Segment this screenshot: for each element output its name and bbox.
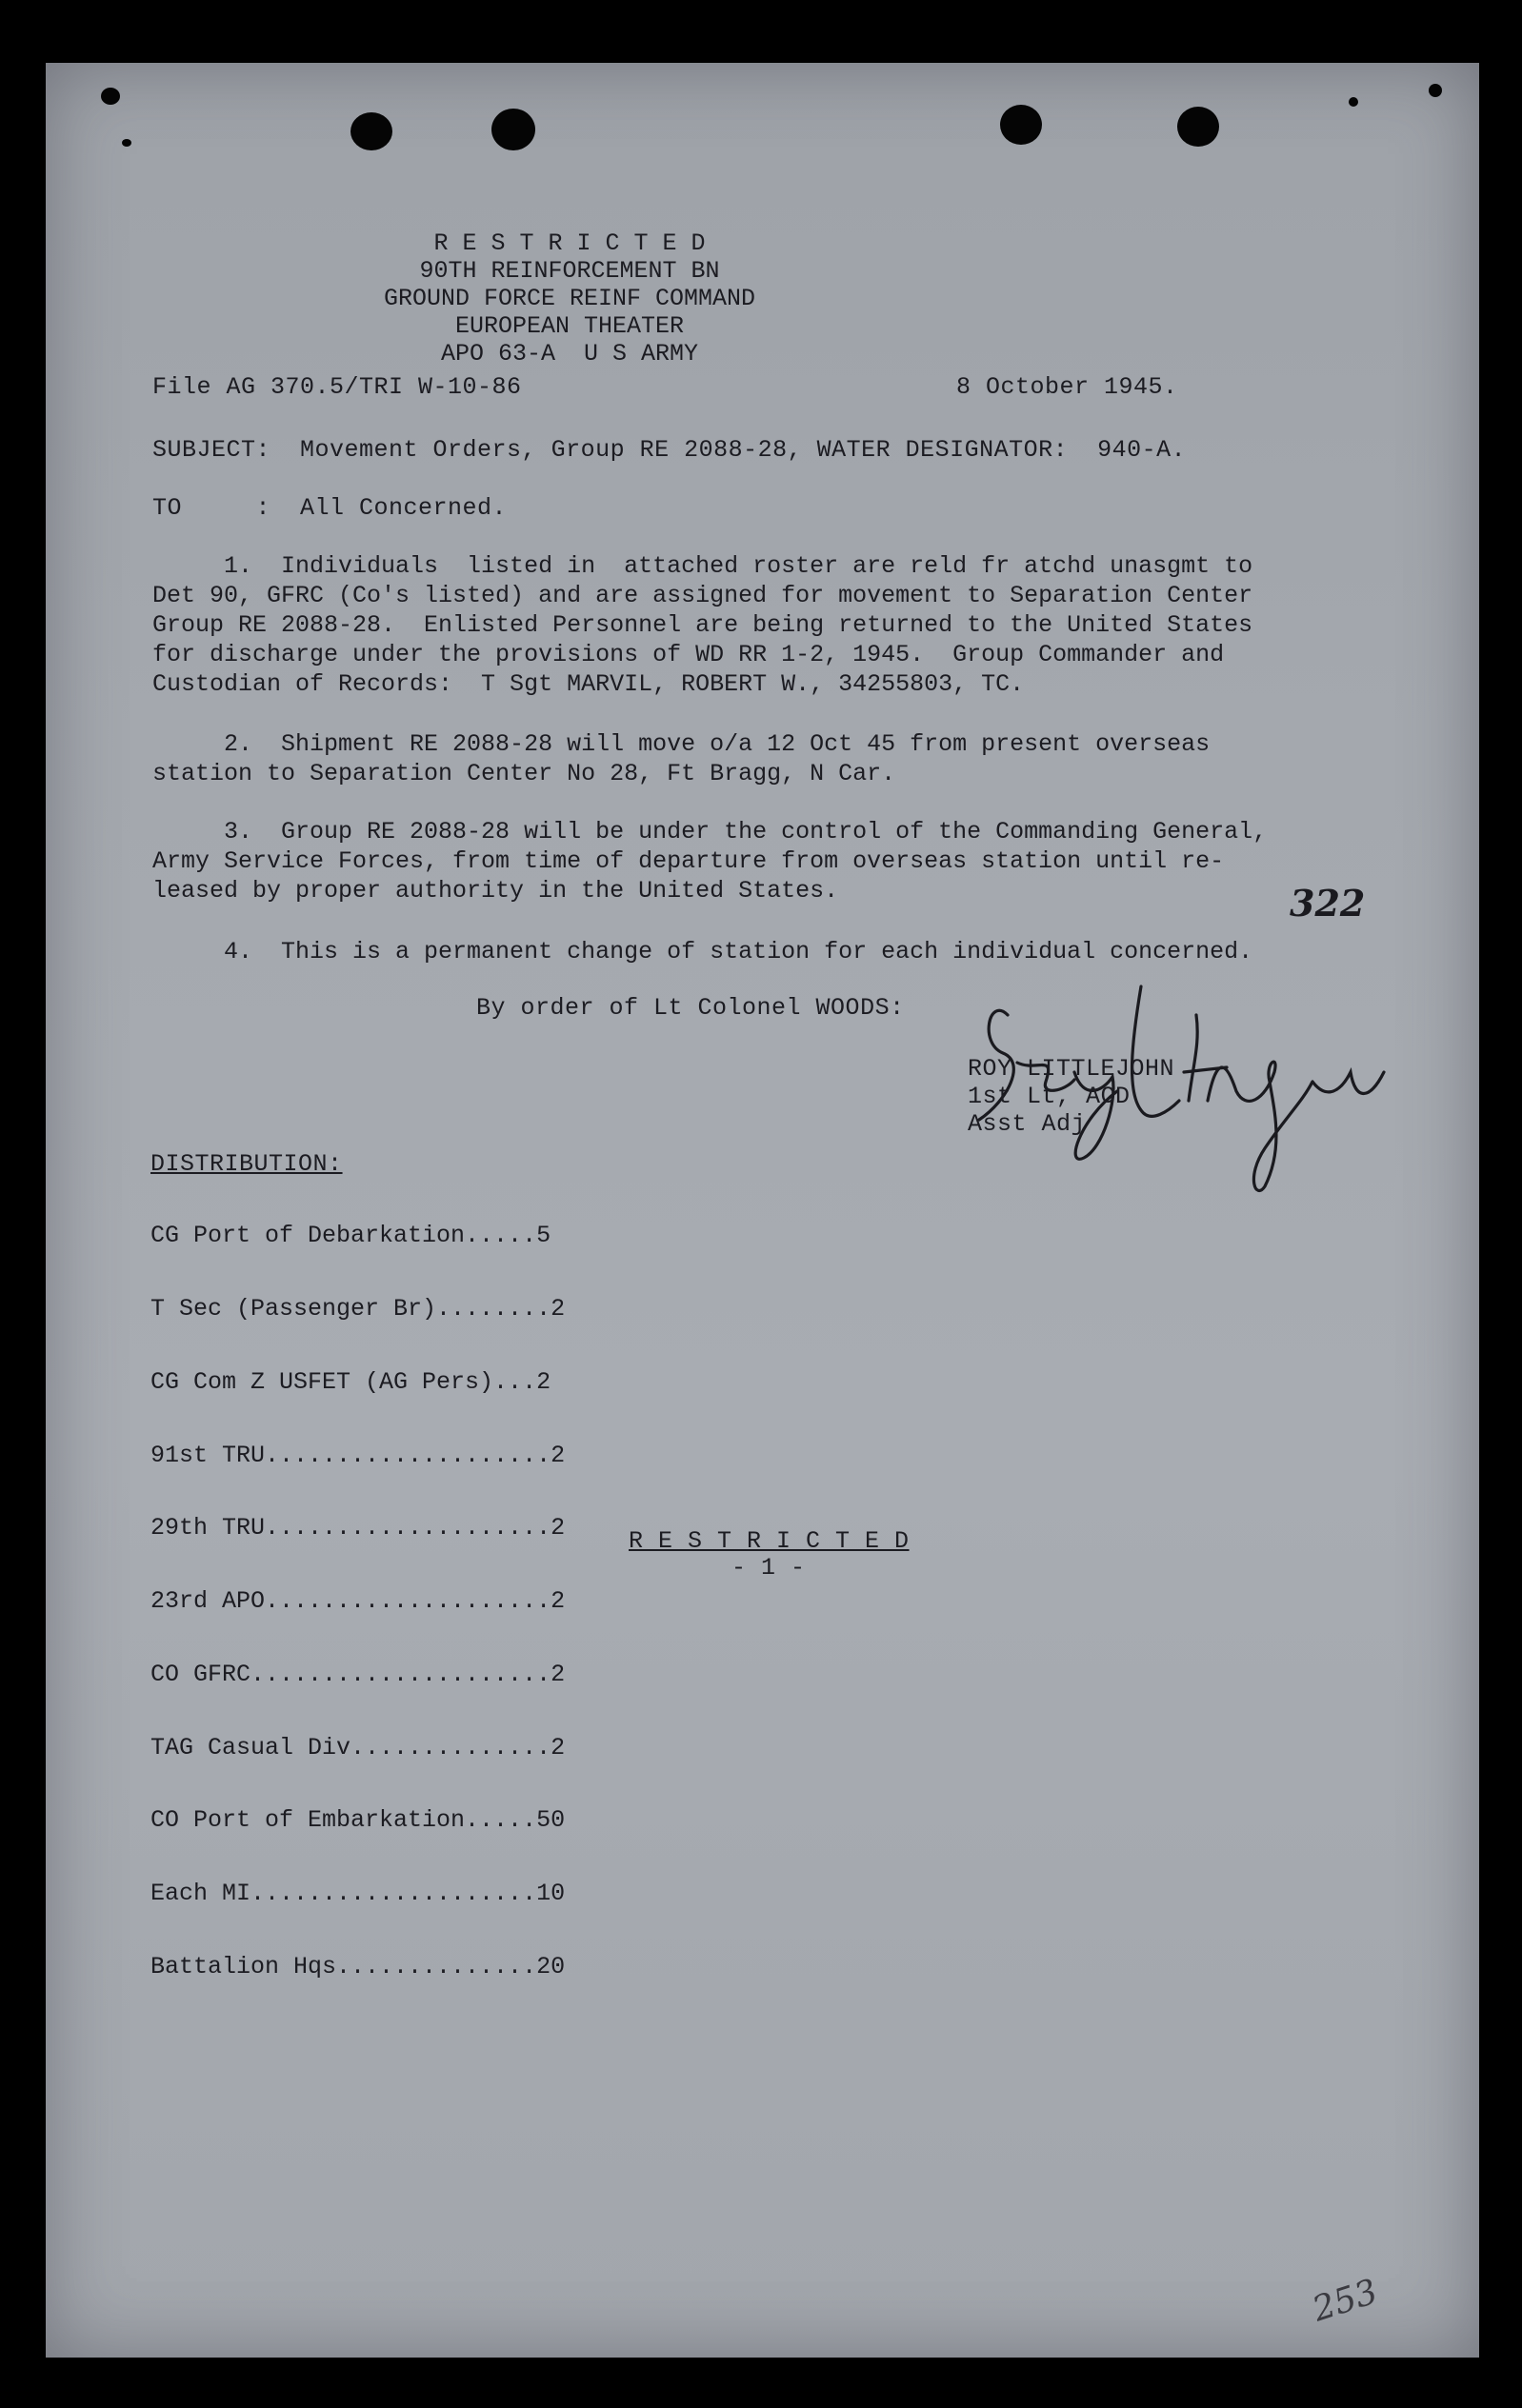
apo-line: APO 63-A U S ARMY bbox=[440, 340, 699, 368]
corner-handwritten-number: 253 bbox=[1308, 2272, 1383, 2330]
unit-name: 90TH REINFORCEMENT BN bbox=[419, 257, 720, 285]
distribution-heading: DISTRIBUTION: bbox=[150, 1150, 343, 1178]
document-date: 8 October 1945. bbox=[956, 373, 1178, 401]
signer-rank: 1st Lt, ACD bbox=[968, 1083, 1131, 1110]
order-line: By order of Lt Colonel WOODS: bbox=[476, 994, 905, 1022]
distribution-item: T Sec (Passenger Br)........2 bbox=[150, 1294, 566, 1323]
paragraph-4: 4. This is a permanent change of station for each individual concerned. bbox=[152, 938, 1253, 965]
distribution-item: CO GFRC.....................2 bbox=[150, 1660, 566, 1688]
punch-hole bbox=[491, 109, 535, 150]
classification-footer: R E S T R I C T E D bbox=[629, 1527, 910, 1555]
paragraph-3: 3. Group RE 2088-28 will be under the control of the Commanding General, Army Service Forces, from time of departure from overseas station until re- leased by proper authority in the United States. bbox=[152, 818, 1268, 905]
page-number: - 1 - bbox=[731, 1554, 806, 1582]
to-line: TO : All Concerned. bbox=[152, 494, 508, 522]
distribution-list bbox=[150, 1175, 565, 2028]
distribution-item: 23rd APO....................2 bbox=[150, 1587, 566, 1616]
distribution-item: CO Port of Embarkation.....50 bbox=[150, 1806, 566, 1835]
classification-header: R E S T R I C T E D bbox=[433, 229, 706, 257]
page-stamp-number: 322 bbox=[1290, 882, 1366, 925]
distribution-item: 91st TRU....................2 bbox=[150, 1441, 566, 1469]
signer-name: ROY LITTLEJOHN bbox=[968, 1055, 1175, 1083]
punch-hole bbox=[350, 112, 392, 150]
command-name: GROUND FORCE REINF COMMAND bbox=[383, 285, 756, 312]
distribution-item: CG Com Z USFET (AG Pers)...2 bbox=[150, 1367, 551, 1396]
ink-blot bbox=[1349, 97, 1358, 107]
file-reference: File AG 370.5/TRI W-10-86 bbox=[152, 373, 522, 401]
paragraph-1: 1. Individuals listed in attached roster are reld fr atchd unasgmt to Det 90, GFRC (Co's listed) and are assigned for movement to Separation Center Group RE 2088-28. Enlisted Personnel are being returned to the United States for discharge under the provisions of WD RR 1-2, 1945. Group Commander and Custodian of Records: T Sgt MARVIL, ROBERT W., 34255803, TC. bbox=[152, 552, 1253, 698]
ink-blot bbox=[101, 88, 120, 105]
theater-name: EUROPEAN THEATER bbox=[454, 312, 685, 340]
distribution-item: Each MI....................10 bbox=[150, 1880, 566, 1908]
paragraph-2: 2. Shipment RE 2088-28 will move o/a 12 Oct 45 from present overseas station to Separation Center No 28, Ft Bragg, N Car. bbox=[152, 730, 1211, 787]
distribution-item: CG Port of Debarkation.....5 bbox=[150, 1222, 551, 1250]
distribution-item: 29th TRU....................2 bbox=[150, 1514, 566, 1542]
ink-blot bbox=[122, 139, 131, 147]
document-page bbox=[46, 63, 1479, 2358]
punch-hole bbox=[1000, 105, 1042, 145]
ink-blot bbox=[1429, 84, 1442, 97]
distribution-item: Battalion Hqs..............20 bbox=[150, 1953, 566, 1980]
signer-title: Asst Adj bbox=[968, 1110, 1087, 1138]
subject-line: SUBJECT: Movement Orders, Group RE 2088-28, WATER DESIGNATOR: 940-A. bbox=[152, 436, 1187, 464]
punch-hole bbox=[1177, 107, 1219, 147]
distribution-item: TAG Casual Div..............2 bbox=[150, 1733, 566, 1761]
